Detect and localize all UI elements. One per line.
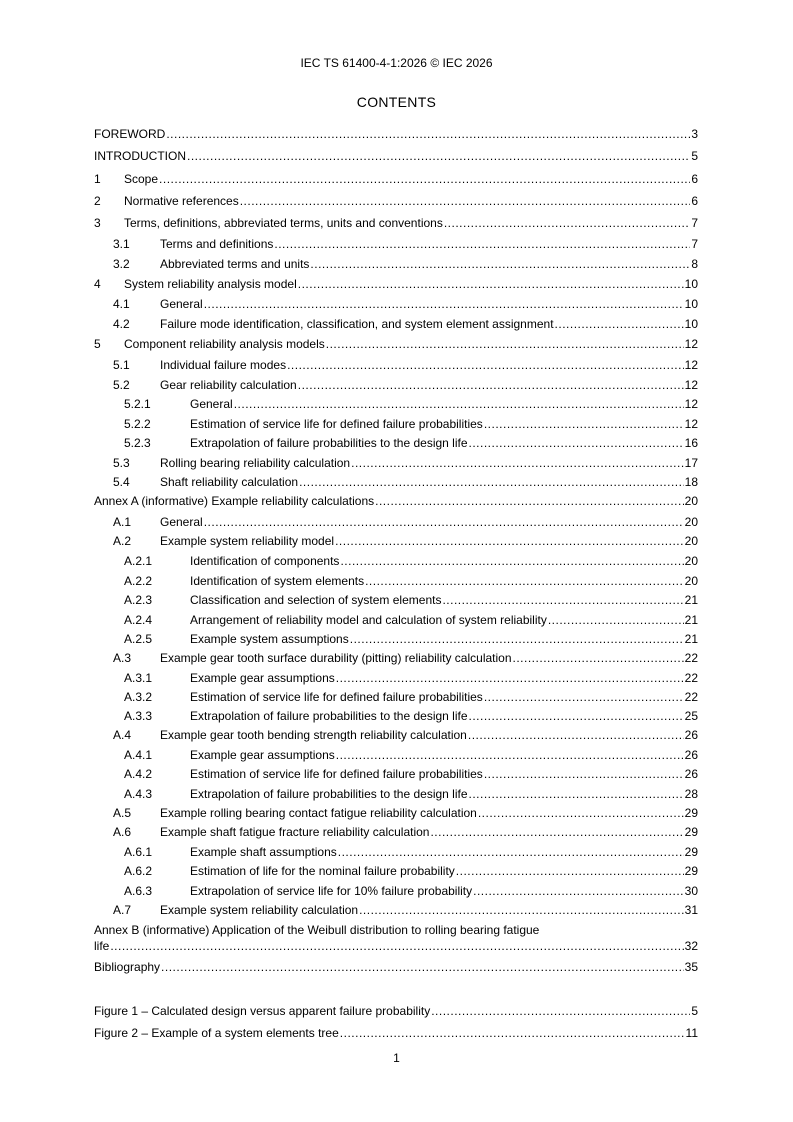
toc-entry-text: Component reliability analysis models: [124, 337, 325, 351]
toc-entry[interactable]: [94, 727, 698, 743]
toc-entry-number: 5.1: [113, 358, 130, 372]
toc-entry-page: 22: [684, 671, 698, 685]
toc-entry[interactable]: [94, 824, 698, 840]
toc-entry-page: 12: [684, 358, 698, 372]
leader-dots: [548, 612, 684, 628]
toc-entry[interactable]: [94, 316, 698, 332]
toc-entry-number: A.3.2: [124, 690, 153, 704]
toc-entry-number: 5.4: [113, 475, 130, 489]
toc-entry-text: Example gear tooth bending strength reliability calculation: [160, 728, 467, 742]
toc-entry-text: Extrapolation of failure probabilities to the design life: [190, 436, 468, 450]
toc-entry-number: A.4.1: [124, 748, 153, 762]
toc-entry-page: 22: [684, 690, 698, 704]
toc-entry-page: 35: [684, 960, 698, 974]
toc-entry[interactable]: [94, 650, 698, 666]
toc-entry[interactable]: [94, 357, 698, 373]
toc-entry[interactable]: [94, 766, 698, 782]
toc-entry-text: Terms and definitions: [160, 237, 274, 251]
toc-entry-page: 17: [684, 456, 698, 470]
leader-dots: [555, 316, 684, 332]
leader-dots: [299, 474, 684, 490]
leader-dots: [350, 631, 684, 647]
leader-dots: [204, 514, 684, 530]
leader-dots: [298, 276, 684, 292]
leader-dots: [274, 236, 690, 252]
toc-entry-page: 20: [684, 515, 698, 529]
toc-entry-number: A.4.2: [124, 767, 153, 781]
toc-entry-page: 31: [684, 903, 698, 917]
toc-entry[interactable]: [94, 474, 698, 490]
toc-entry-page: 7: [691, 216, 698, 230]
toc-entry-page: 6: [691, 172, 698, 186]
toc-entry-page: 12: [684, 417, 698, 431]
leader-dots: [310, 256, 690, 272]
leader-dots: [484, 689, 684, 705]
toc-entry-text: Example shaft fatigue fracture reliability calculation: [160, 825, 430, 839]
leader-dots: [431, 1003, 690, 1019]
toc-entry[interactable]: [94, 631, 698, 647]
toc-entry-number: 4: [94, 277, 101, 291]
toc-entry-page: 3: [691, 127, 698, 141]
toc-entry[interactable]: [94, 493, 698, 509]
toc-entry-figure-1[interactable]: [94, 1003, 698, 1019]
toc-entry[interactable]: [94, 573, 698, 589]
toc-entry-text: Identification of system elements: [190, 574, 365, 588]
toc-entry-page: 22: [684, 651, 698, 665]
toc-entry-number: A.2: [113, 534, 132, 548]
toc-entry-page: 26: [684, 748, 698, 762]
toc-entry-text: Example rolling bearing contact fatigue reliability calculation: [160, 806, 477, 820]
toc-entry-text: Failure mode identification, classification, and system element assignment: [160, 317, 554, 331]
leader-dots: [298, 377, 684, 393]
leader-dots: [484, 416, 684, 432]
leader-dots: [351, 455, 684, 471]
toc-entry-page: 26: [684, 728, 698, 742]
toc-entry-text: Shaft reliability calculation: [160, 475, 299, 489]
toc-entry-text: Example gear assumptions: [190, 671, 335, 685]
toc-entry-annex-b[interactable]: [94, 938, 698, 954]
leader-dots: [456, 863, 684, 879]
leader-dots: [473, 883, 684, 899]
toc-entry-number: A.2.5: [124, 632, 153, 646]
leader-dots: [469, 786, 684, 802]
toc-entry-text: General: [160, 297, 203, 311]
toc-entry-text: Estimation of service life for defined failure probabilities: [190, 417, 483, 431]
toc-entry-text: Rolling bearing reliability calculation: [160, 456, 351, 470]
toc-entry-page: 8: [691, 257, 698, 271]
toc-entry-text: General: [160, 515, 203, 529]
toc-entry-text: Example shaft assumptions: [190, 845, 337, 859]
toc-entry-number: A.1: [113, 515, 132, 529]
toc-entry-page: 28: [684, 787, 698, 801]
toc-entry[interactable]: [94, 296, 698, 312]
toc-entry-number: A.6.3: [124, 884, 153, 898]
toc-entry-text: Gear reliability calculation: [160, 378, 297, 392]
toc-entry-page: 26: [684, 767, 698, 781]
leader-dots: [110, 938, 683, 954]
toc-entry-text: Scope: [124, 172, 159, 186]
toc-entry-text: Normative references: [124, 194, 239, 208]
toc-entry-text: Estimation of life for the nominal failure probability: [190, 864, 455, 878]
toc-entry-page: 20: [684, 574, 698, 588]
toc-entry-page: 30: [684, 884, 698, 898]
toc-entry-page: 20: [684, 494, 698, 508]
toc-entry-text: Example gear tooth surface durability (pitting) reliability calculation: [160, 651, 512, 665]
toc-entry[interactable]: [94, 193, 698, 209]
toc-entry[interactable]: [94, 805, 698, 821]
toc-entry-figure-2[interactable]: [94, 1025, 698, 1041]
leader-dots: [338, 844, 684, 860]
toc-entry-page: 32: [684, 939, 698, 953]
toc-entry[interactable]: [94, 689, 698, 705]
toc-entry-text: System reliability analysis model: [124, 277, 297, 291]
toc-entry-number: 3: [94, 216, 101, 230]
toc-entry-page: 11: [685, 1026, 698, 1040]
toc-entry[interactable]: [94, 670, 698, 686]
leader-dots: [444, 215, 690, 231]
leader-dots: [513, 650, 684, 666]
toc-entry-page: 5: [691, 1004, 698, 1018]
toc-entry[interactable]: [94, 256, 698, 272]
toc-entry-page: 20: [684, 534, 698, 548]
leader-dots: [336, 670, 684, 686]
toc-entry-page: 21: [684, 593, 698, 607]
toc-entry-number: 5.2.2: [124, 417, 151, 431]
page-title: CONTENTS: [356, 94, 437, 110]
toc-entry[interactable]: [94, 416, 698, 432]
toc-entry-page: 25: [684, 709, 698, 723]
toc-entry-number: A.6.2: [124, 864, 153, 878]
toc-entry-number: A.6: [113, 825, 132, 839]
toc-entry[interactable]: [94, 336, 698, 352]
leader-dots: [340, 1025, 685, 1041]
toc-entry-page: 10: [684, 297, 698, 311]
toc-entry-page: 29: [684, 845, 698, 859]
toc-entry-number: 5: [94, 337, 101, 351]
leader-dots: [240, 193, 691, 209]
leader-dots: [469, 708, 684, 724]
toc-entry-page: 6: [691, 194, 698, 208]
toc-entry-page: 21: [684, 632, 698, 646]
toc-entry-text: Example gear assumptions: [190, 748, 335, 762]
toc-entry-text: Example system assumptions: [190, 632, 349, 646]
toc-entry-number: 1: [94, 172, 101, 186]
toc-entry-number: 5.2: [113, 378, 130, 392]
toc-entry-number: 2: [94, 194, 101, 208]
toc-entry[interactable]: [94, 844, 698, 860]
toc-entry-number: A.6.1: [124, 845, 153, 859]
toc-entry[interactable]: [94, 215, 698, 231]
toc-entry-text: Extrapolation of service life for 10% failure probability: [190, 884, 473, 898]
toc-entry-page: 16: [684, 436, 698, 450]
toc-entry-number: A.2.1: [124, 554, 153, 568]
toc-entry-bibliography[interactable]: [94, 959, 698, 975]
toc-entry-page: 20: [684, 554, 698, 568]
leader-dots: [335, 533, 684, 549]
toc-entry-page: 18: [684, 475, 698, 489]
toc-entry-text: Estimation of service life for defined failure probabilities: [190, 767, 483, 781]
toc-entry-page: 21: [684, 613, 698, 627]
toc-entry-number: 5.2.3: [124, 436, 151, 450]
toc-entry[interactable]: [94, 612, 698, 628]
toc-entry-page: 29: [684, 806, 698, 820]
document-header: IEC TS 61400-4-1:2026 © IEC 2026: [300, 56, 493, 70]
toc-entry-page: 5: [691, 149, 698, 163]
leader-dots: [204, 296, 684, 312]
toc-entry[interactable]: [94, 396, 698, 412]
toc-entry-number: 5.3: [113, 456, 130, 470]
toc-entry-text: Example system reliability calculation: [160, 903, 359, 917]
leader-dots: [469, 435, 684, 451]
toc-entry-text: Bibliography: [94, 960, 161, 974]
toc-entry-text: life: [94, 939, 110, 953]
toc-entry[interactable]: [94, 171, 698, 187]
leader-dots: [161, 959, 684, 975]
toc-entry-number: A.5: [113, 806, 132, 820]
page-number: 1: [393, 1051, 400, 1065]
toc-entry[interactable]: [94, 747, 698, 763]
toc-entry-number: A.7: [113, 903, 132, 917]
leader-dots: [166, 126, 690, 142]
toc-entry-number: 5.2.1: [124, 397, 151, 411]
toc-entry[interactable]: [94, 377, 698, 393]
toc-entry[interactable]: [94, 883, 698, 899]
toc-entry[interactable]: [94, 455, 698, 471]
toc-entry[interactable]: [94, 533, 698, 549]
toc-entry-number: 4.2: [113, 317, 130, 331]
toc-entry-number: A.3.1: [124, 671, 153, 685]
leader-dots: [287, 357, 684, 373]
leader-dots: [234, 396, 684, 412]
toc-entry-page: 7: [691, 237, 698, 251]
toc-entry[interactable]: [94, 126, 698, 142]
toc-entry-number: A.4: [113, 728, 132, 742]
leader-dots: [375, 493, 684, 509]
toc-entry-text: INTRODUCTION: [94, 149, 186, 163]
toc-entry-number: 3.2: [113, 257, 130, 271]
leader-dots: [442, 592, 683, 608]
leader-dots: [159, 171, 690, 187]
toc-entry-text: Identification of components: [190, 554, 340, 568]
toc-entry-text: Estimation of service life for defined failure probabilities: [190, 690, 483, 704]
toc-entry-text: Figure 1 – Calculated design versus apparent failure probability: [94, 1004, 431, 1018]
toc-entry-text: Figure 2 – Example of a system elements tree: [94, 1026, 339, 1040]
toc-entry[interactable]: [94, 514, 698, 530]
leader-dots: [478, 805, 684, 821]
toc-entry[interactable]: [94, 863, 698, 879]
toc-entry-page: 12: [684, 378, 698, 392]
toc-entry-text: Example system reliability model: [160, 534, 335, 548]
toc-entry[interactable]: [94, 148, 698, 164]
leader-dots: [187, 148, 690, 164]
toc-entry-text: Extrapolation of failure probabilities to the design life: [190, 787, 468, 801]
toc-entry-number: A.2.2: [124, 574, 153, 588]
toc-entry[interactable]: [94, 902, 698, 918]
toc-entry-text: Individual failure modes: [160, 358, 287, 372]
toc-entry[interactable]: [94, 708, 698, 724]
leader-dots: [430, 824, 683, 840]
toc-entry-text: Abbreviated terms and units: [160, 257, 310, 271]
toc-entry[interactable]: [94, 553, 698, 569]
leader-dots: [326, 336, 684, 352]
toc-entry-page: 29: [684, 825, 698, 839]
toc-entry[interactable]: [94, 435, 698, 451]
leader-dots: [340, 553, 683, 569]
leader-dots: [336, 747, 684, 763]
toc-entry-page: 12: [684, 397, 698, 411]
toc-entry-text: FOREWORD: [94, 127, 166, 141]
toc-entry[interactable]: [94, 236, 698, 252]
toc-entry-number: 3.1: [113, 237, 130, 251]
toc-entry-page: 29: [684, 864, 698, 878]
toc-entry-number: A.3.3: [124, 709, 153, 723]
toc-entry-number: A.4.3: [124, 787, 153, 801]
toc-entry-text: Terms, definitions, abbreviated terms, units and conventions: [124, 216, 443, 230]
toc-entry-page: 10: [684, 277, 698, 291]
toc-entry-text: Annex A (informative) Example reliability calculations: [94, 494, 375, 508]
toc-entry-number: A.2.3: [124, 593, 153, 607]
toc-entry-text: General: [190, 397, 233, 411]
toc-entry[interactable]: [94, 592, 698, 608]
toc-entry-number: A.3: [113, 651, 132, 665]
toc-entry-number: A.2.4: [124, 613, 153, 627]
leader-dots: [468, 727, 684, 743]
toc-entry-page: 12: [684, 337, 698, 351]
toc-entry-text: Extrapolation of failure probabilities to the design life: [190, 709, 468, 723]
toc-entry-page: 10: [684, 317, 698, 331]
toc-entry-text: Classification and selection of system elements: [190, 593, 442, 607]
leader-dots: [359, 902, 684, 918]
leader-dots: [484, 766, 684, 782]
toc-entry[interactable]: [94, 276, 698, 292]
toc-entry[interactable]: [94, 786, 698, 802]
annex-b-line1[interactable]: Annex B (informative) Application of the Weibull distribution to rolling bearing fatigue: [94, 923, 540, 937]
toc-entry-text: Arrangement of reliability model and calculation of system reliability: [190, 613, 547, 627]
leader-dots: [365, 573, 684, 589]
toc-entry-number: 4.1: [113, 297, 130, 311]
